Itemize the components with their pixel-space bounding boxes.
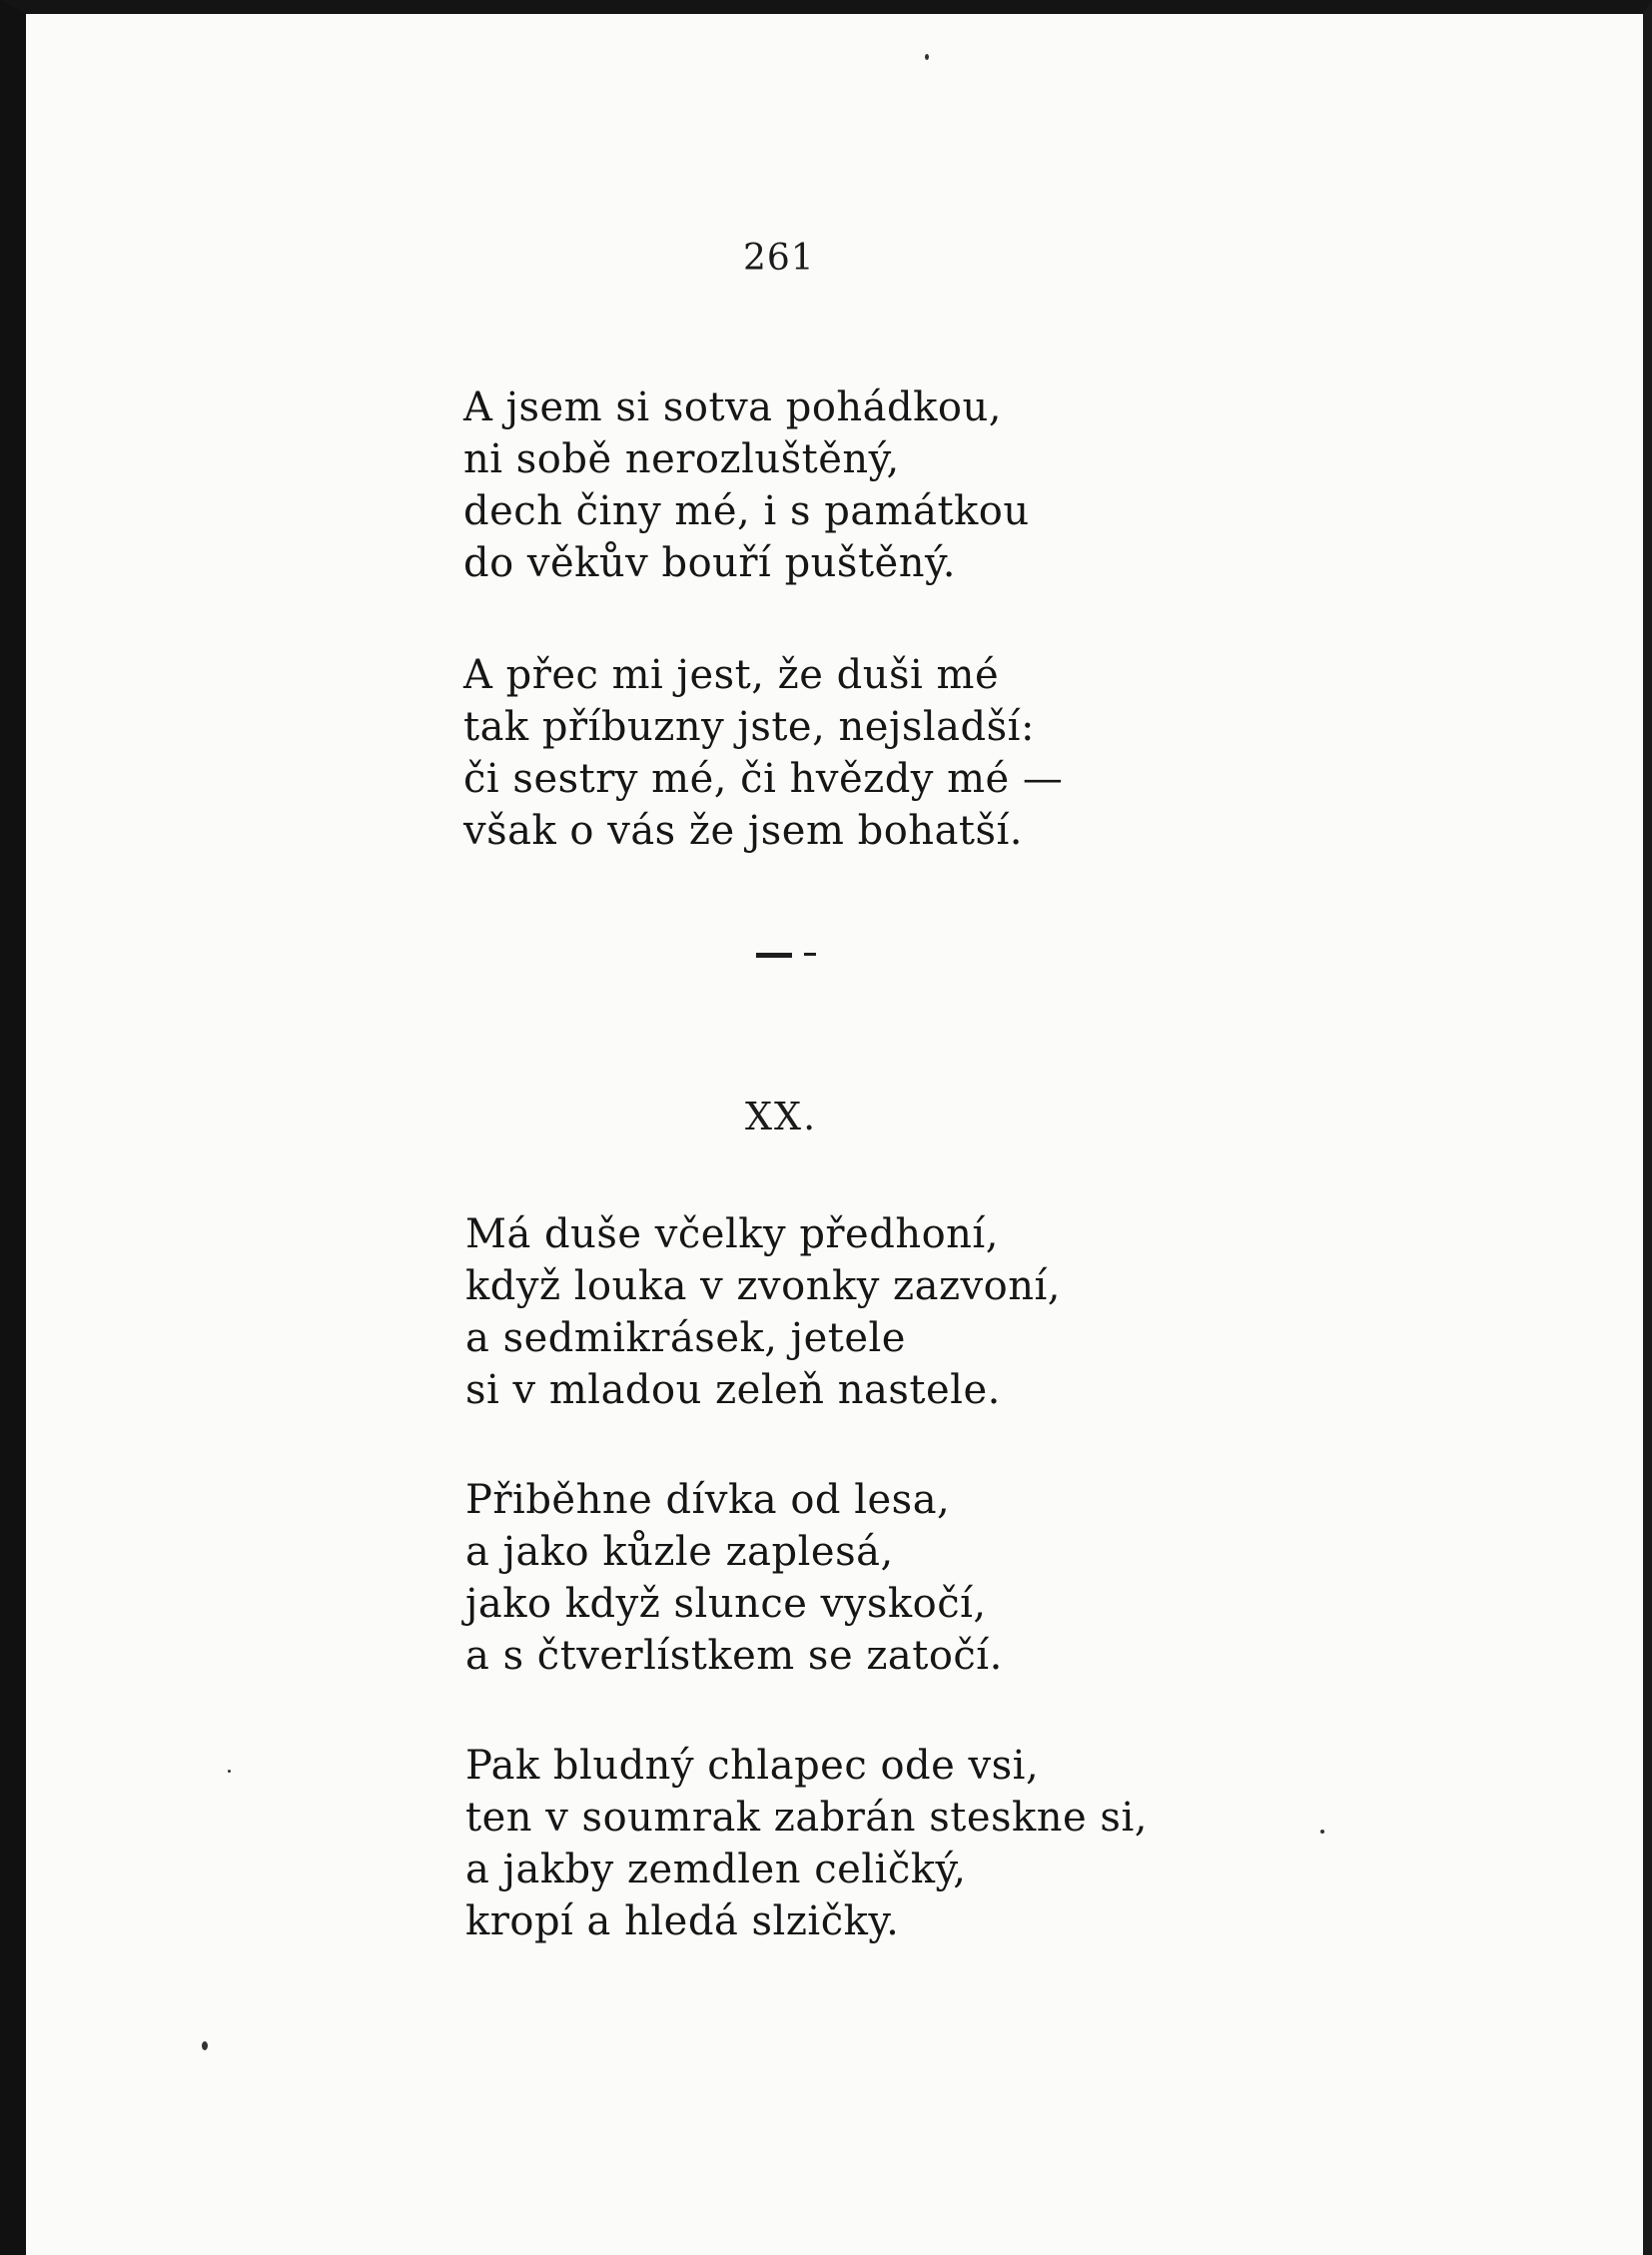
section-separator-dot xyxy=(804,953,816,956)
poem-line: tak příbuzny jste, nejsladší: xyxy=(463,704,1035,750)
poem-line: Přiběhne dívka od lesa, xyxy=(465,1477,951,1523)
section-heading: XX. xyxy=(745,1095,818,1138)
scan-speck xyxy=(1320,1830,1324,1834)
poem-line: ten v soumrak zabrán steskne si, xyxy=(465,1795,1148,1841)
poem-line: ni sobě nerozluštěný, xyxy=(463,436,900,482)
page-number: 261 xyxy=(743,238,815,279)
poem-line: však o vás že jsem bohatší. xyxy=(463,808,1024,854)
poem-line: A přec mi jest, že duši mé xyxy=(463,652,1000,698)
poem-line: si v mladou zeleň nastele. xyxy=(465,1367,1001,1413)
poem-line: kropí a hledá slzičky. xyxy=(465,1898,900,1944)
poem-line: Pak bludný chlapec ode vsi, xyxy=(465,1743,1040,1789)
poem-line: či sestry mé, či hvězdy mé — xyxy=(463,756,1064,802)
poem-line: jako když slunce vyskočí, xyxy=(465,1581,987,1627)
poem-line: Má duše včelky předhoní, xyxy=(465,1211,999,1257)
poem-line: a s čtverlístkem se zatočí. xyxy=(465,1633,1003,1679)
poem-line: a jakby zemdlen celičký, xyxy=(465,1847,967,1892)
poem-line: a sedmikrásek, jetele xyxy=(465,1315,906,1361)
scan-speck xyxy=(202,2041,208,2050)
section-separator xyxy=(756,953,792,958)
scan-speck xyxy=(925,54,929,60)
poem-line: A jsem si sotva pohádkou, xyxy=(463,384,1002,430)
poem-line: dech činy mé, i s památkou xyxy=(463,488,1030,534)
poem-line: a jako kůzle zaplesá, xyxy=(465,1529,894,1575)
poem-line: když louka v zvonky zazvoní, xyxy=(465,1263,1061,1309)
scan-speck xyxy=(228,1770,231,1773)
poem-line: do věkův bouří puštěný. xyxy=(463,540,956,586)
